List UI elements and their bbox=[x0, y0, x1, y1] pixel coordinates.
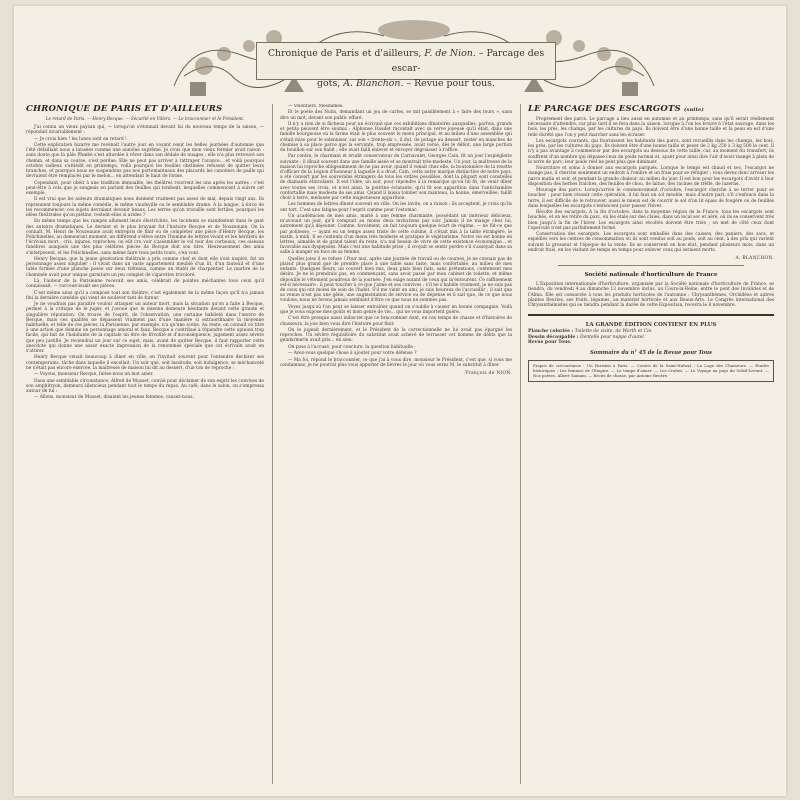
paragraph: Mouvage des parcs. Lorsqu'arrive le commencement d'octobre, l'escargot cherche à se terrer pour se boucher ; pour bien réussir cette opération, il lui faut un sol meuble, mais d'autre part, s'il s'enfonce dans la terre, il est difficile de le retrouver, aussi le mieux est de couvrir le sol d'un lit épais de fougère ou de feuilles dans lesquelles les escargots s'enfoncent pour passer l'hiver. bbox=[528, 188, 774, 209]
paragraph: — Volontiers, Mesdames. bbox=[288, 104, 344, 109]
issue-contents-banner bbox=[256, 42, 556, 89]
article-title bbox=[528, 104, 774, 115]
paragraph: Il n'y a rien de si fâcheux pour un écrivain que ces exhibitions dînatoires auxquelles, parfois, grands et petits peuvent être soumis ; Alphonse Daudet racontait avec sa verve joyeuse qu'il était, dans une famille bourgeoise où la farine était le plus souvent le menu principal, et au milieu d'une assemblée qui s'était mise pour le solenniser, sur son « trente-six », il dut, de potage au dessert, rester en manches de chemise à sa place parce que la servante, trop empressée, avait versé, dès le début, une large portion du bouillon sur son habit ; elle avait failli enlever et envoyer dégraisser à l'office. bbox=[280, 121, 512, 153]
paragraph: On pose à l'accusé, pour conclure, la question habituelle : bbox=[288, 344, 416, 350]
newspaper-page bbox=[14, 6, 786, 796]
paragraph: En même temps que les rampes allument leurs électricités, les incidents se manifestent dans le gant des auteurs dramatiques. Le dernier et le plus bruyant fut l'histoire Becque et de Nouzeaune. On la connaît. M. Henri de Nouzeaune avait entrepris de finir ou de compléter une pièce d'Henry Becque, les Polichinelles, au demeurant moment, un différend s'élève entre l'homme de lettres vivant et les héritiers de l'écrivain mort ; cris, injures, reproches, on eût cru voir s'assembler le vol noir des corbeaux, ces oiseaux funèbres auxquels une des plus célèbres pièces de Becque doit son titre. Heureusement des amis s'interposent, et les Polichinelles, sans même faire trois petits tours, s'en vont. bbox=[26, 219, 264, 256]
pattern-text: Dentelle pour nappe d'autel. bbox=[580, 334, 646, 340]
paragraph: J'ai connu un vieux paysan qui, — lorsqu'on s'étonnait devant lui du nouveau temps de la saison, — répondait invariablement : bbox=[26, 125, 264, 136]
pattern-label: Dessin découpable : bbox=[528, 334, 579, 340]
paragraph: C'est être presque aussi indiscret que ce bracconnier dont, en ces temps de chasse et d'histoires de chasseurs, la joie bien vous dire l'histoire pour finir. bbox=[280, 316, 512, 327]
paragraph: Je ne voudrais pas paraître vouloir attaquer un auteur mort, mais la situation qu'on a faite à Becque, permet à la critique de le juger, et j'avoue que le mienne demeure hésitante devant cette grande et singulière réputation. On trouve de l'esprit, de l'observation, une certaine habileté dans l'œuvre de Becque, mais ces qualités ne dépassent vraiment pas d'une manière si extraordinaire la moyenne habituelle, et telle de ces pièces, la Parisienne, par exemple, n'a qu'une scène. Au reste, on connaît ce titre à une action que domine un personnage amoral et faux. Becque a contribué à répandre cette opinion trop facile, qui fait de l'habitante de la capitale un être de frivolité et d'inconséquence, jugement assez sévère que peu justifié. Je reviendrai un jour sur ce sujet, mais, avant de quitter Becque, il faut rapporter cette anecdote qui donne une assez exacte impression de la renommée spéciale que cet écrivain avait en s'attirer. bbox=[26, 302, 264, 355]
paragraph: — Avez-vous quelque chose à ajouter pour votre défense ? bbox=[288, 351, 417, 357]
sommaire-title: Sommaire du n° 45 de la Revue pour Tous bbox=[590, 350, 712, 357]
paragraph: On le jugeait dernièrement, et le Président de la correctionnelle ne lui avait pas épargné les reproches. Un sévère réquisitoire du substitut avait achevé de terrasser cet homme de délits que la gendarmerie avait pris... en sien. bbox=[280, 328, 512, 344]
sommaire-text: Propos de circonstance : Un Parisien à Paris. — Contes de la Saint-Hubert : La Loge des Chasseurs. — Etudes historiques : Les femmes de l'Empire. — Le temps d'aimer. — Les Crabes. — Le Voyage au pays du Soleil-Levant. — Nos poètes. Albert Samain. — Récits de chasse, par Antoine Rivière. bbox=[533, 363, 769, 378]
article-body bbox=[26, 125, 264, 401]
header-text: – Revue pour tous. bbox=[406, 78, 495, 89]
paragraph: C'est même ainsi qu'il a composé tout son théâtre, c'est également de la même façon qu'il n'a jamais fini la dernière comédie qui vient de soulever tant de fureur. bbox=[26, 290, 264, 301]
article-subtitle: Le retard de Paris. — Henry Becque. — Sécurité en Villers. — Le bracconnier et le Président. bbox=[45, 116, 245, 121]
article-body bbox=[528, 117, 774, 253]
paragraph: Dans une semblable circonstance, Alfred de Musset, convié pour déclamer de son esprit les convives de son amphitryon, demeura silencieux pendant tout le temps du repas. Au café, dans le salon, on s'empressa autour de lui : bbox=[26, 378, 264, 394]
paragraph: Cette explication bizarre me revenait l'autre jour en voyant venir les belles journées d'automne que l'été défaillant nous a laissées comme une aumône suprême. Je crois que mon vieux fermier avait raison : sans doute que la pâle Phœbé s'est attardée à rêver dans son dédale de nuages ; elle n'a plus retrouvé son chemin, et dans sa course, s'est perdue. Elle ne peut pas arriver à rattraper l'avance... et voilà pourquoi octobre radieux s'attiédit en printemps, voilà pourquoi les feuilles obstinées refusent de quitter leurs branches, et pourquoi nous ne suspendons pas nos portemanteaux des placards les canotiers de paille qui devraient être remplacés par le melon... en attendant le haut de forme. bbox=[26, 142, 264, 180]
paragraph: Il est vrai que les auteurs dramatiques nous donnent vraiment pas assez de mal, depuis vingt ans. Ils reprennent toujours la même comédie, le même vaudeville ou le semblable drame. A la longue, à force de les recommencer, ces sujets devraient devenir beaux. Les terres qu'on travaille sont fertiles, pourquoi les idées théâtrales qu'on piétine, restent-elles si arides ? bbox=[26, 197, 264, 218]
paragraph: Henry Becque venait beaucoup à dîner en ville, on l'invitait souvent pour l'entendre déchirer ses contemporains, tâche dans laquelle il excellait. Un soir que, soit lassitude, soit indulgence, se méchanceté ne s'était pas encore exercée, la maîtresse de maison lui dit au dessert, d'un ton de reproche : bbox=[26, 355, 264, 371]
paragraph: Quelles joies il se refuse ! Pour moi, après une journée de travail ou de courses, je ne connais pas de plaisir plus grand que de prendre place à une table sans faste, mais confortable, au milieu de mes enfants. Quelques fleurs, un couvert bien mis, deux plats bien faits, sans prétentions, contentent mes désirs. Je ne le prendrais pas, en commençant, sans avoir passé par mon cabinet de toilette, et même dépouillé le vêtement poudreux de la journée. J'en exige autant de ceux qui m'entourent. Ce raffinement est-il nécessaire ; il peut toucher à ce que j'aime et ses convives ; s'il ne s'habille vraiment, je ne suis pas de ceux qui ont moins de soin de l'habit. S'il me vient un ami, je suis heureux de l'accueillir ; il sait que sa venue n'est pas une gêne, une augmentation de service ou de dépense et il sait que, de ce que nous voulons, nous ne ferons jamais semblant d'être ce que nous ne sommes pas. bbox=[280, 256, 512, 304]
column-rule bbox=[520, 104, 521, 784]
revue-line: Revue pour Tous. bbox=[528, 340, 572, 346]
paragraph: Cependant, pour obéir à une tradition immuable, les théâtres rouvrent les uns après les autres : c'est peut-être à cela que je songeais en parlant des feuilles qui tombent, lesquelles commencent à suivre cet exemple. bbox=[26, 180, 264, 196]
divider bbox=[558, 265, 744, 266]
middle-column bbox=[280, 104, 512, 772]
paragraph: Henry Becque, que la jeune génération théâtrale a pris comme chef et dont elle s'est inspiré, fut un personnage assez singulier : il vivait dans un vaste appartement meublé d'un lit, d'un fauteuil et d'une table formée d'une planche posée sur deux tréteaux, comme un établi de charpentier. Le marbre de la cheminée avait pour unique garniture un jeu complet de cigarettes tricoloré. bbox=[26, 257, 264, 278]
paragraph: Proprement des parcs. Le parcage a lieu aussi en automne et au printemps, sans qu'il serait réellement nécessaire d'attendre, car plus tard il se fera dans la saison, lorsque à l'on les trouve à l'état sauvage, dans les bois, les prés, les champs, par les cultures du pays. Ils doivent être d'une bonne taille et la peau en est d'une telle dureté que l'on y peut marcher sans les écraser. bbox=[528, 117, 774, 138]
edition-title: LA GRANDE ÉDITION CONTIENT EN PLUS bbox=[585, 322, 717, 329]
sommaire-box bbox=[528, 360, 774, 382]
header-author: F. de Nion. bbox=[424, 48, 476, 59]
paragraph: Conservation des escargots. Les escargots sont emballés dans des caisses, des paniers, des sacs, et expédiés vers les centres de consommation où ils sont vendus soit au poids, soit au cent, à des prix qui varient suivant la grosseur et l'époque de la vente. Ils se conservent en bon état, pendant plusieurs mois, dans un endroit frais, en les visitant de temps en temps pour enlever ceux qui seraient morts. bbox=[528, 232, 774, 253]
paragraph: Et le poète des Nuits, demandant un jeu de cartes, se mit paisiblement à « faire des tours », sans dire un mot, devant son public effaré. bbox=[280, 110, 512, 121]
article-title-text: LE PARCAGE DES ESCARGOTS bbox=[528, 104, 681, 114]
header-text: Chronique de Paris et d'ailleurs, bbox=[267, 48, 422, 59]
header-author: A. Blanchon. bbox=[343, 78, 404, 89]
paragraph: Récolte des escargots. A la fin d'octobre, dans la moyenne région de la France, tous les escargots sont bouchés, et on les retire du parc, on les étale sur des claies, dans un local sec et aéré, où ils se conservent très bien jusqu'à la fin de l'hiver. Les escargots ainsi récoltés doivent être triés ; on met de côté ceux dont l'opercule n'est pas parfaitement formé. bbox=[528, 210, 774, 231]
header-text: – Parcage des escar- bbox=[391, 48, 545, 74]
paragraph: Les escargots courants, qui fournissent les habitants des parcs, sont recueillis dans les champs, les bois, les prés, par les cultures du pays. Ils doivent être d'une bonne taille et peser de 2 kg 250 à 3 kg 500 le cent. Il n'y a pas avantage à commencer par des escargots au dessous de cette taille, car, au moment du transfert, ils souffrent d'un nombre qui dépasse ceux de poids normal et, ayant pour ainsi dire l'air d'avoir mangé à plein de la terre de parc, leur poids réel ne peut plus que diminuer. bbox=[528, 139, 774, 165]
paragraph: Voyez jusqu'où l'on peut se laisser entraîner quand on s'oublie à causer en bonne compagnie. Voilà que je vous expose mes goûts et mon genre de vie... qui ne vous importent guère. bbox=[280, 304, 512, 316]
paragraph: Nourriture et soins à donner aux escargots parqués. Lorsque le temps est chaud et sec, l'escargot ne mange pas, il cherche seulement un endroit à l'ombre et un frais pour se réfugier ; vous devez donc arroser les parcs matin et soir, et pendant la grande chaleur, au milieu du jour. Il est bon pour les escargots d'avoir à leur disposition des herbes fraîches, des feuilles de chou, de laitue, des racines de trèfle, de luzerne. bbox=[528, 166, 774, 187]
paragraph: Les hommes de lettres dînent souvent en ville. On les invite, on a raison ; ils acceptent, je crois qu'ils ont tort. C'est une fatigue pour l'esprit comme pour l'estomac. bbox=[280, 202, 512, 213]
column-rule bbox=[272, 104, 273, 784]
paragraph: — Je crois bien ! les lunes sont en retard ! bbox=[34, 136, 127, 142]
paragraph: Là, l'auteur de la Parisienne recevait ses amis, célébrait de pointes méchantes tous ceux qu'il connaissait, — raccourcissait ses pièces. bbox=[26, 279, 264, 290]
divider bbox=[528, 314, 774, 316]
author-signature: A. BLANCHON. bbox=[735, 256, 774, 262]
paragraph: — Allons, monsieur de Musset, disaient les jeunes femmes, causez-nous. bbox=[34, 395, 194, 401]
paragraph: — Voyons, monsieur Becque, faites-nous un mot amer. bbox=[34, 372, 154, 378]
article-title: CHRONIQUE DE PARIS ET D'AILLEURS bbox=[26, 104, 223, 114]
plate-label: Planche coloriée : bbox=[528, 329, 574, 335]
paragraph: — Ma foi, répond le bracconnier, ce que j'ai à vous dire, monsieur le Président, c'est que, si vous me condamnez, je ne pourrai plus vous apporter de lièvres le jour où vous serez M. le substitut à dîner. bbox=[280, 357, 512, 368]
plate-text: Toilette de visite, de Worth et Cie. bbox=[574, 329, 653, 335]
society-text: L'Exposition internationale d'horticulture, organisée par la Société nationale d'horticulture de France, se tiendra, du vendredi 4 au dimanche 13 novembre inclus, au Cours-la-Reine, entre le pont des Invalides et de l'Alma. Elle est consacrée à tous les produits horticoles de l'automne : Chrysanthèmes, Orchidées et autres plantes fleuries, ses fruits, légumes, au matériel horticole et aux Beaux-Arts. Le Congrès international des Chrysanthémistes qui se tiendra pendant la durée de cette Exposition, recevra le 8 novembre. bbox=[528, 282, 774, 309]
paragraph: Un académicien de mes amis, marié à une femme charmante, possédant un intérieur délicieux, m'avouait un jour, qu'il comptait au moins deux invitations par soir. Jamais il ne mange chez lui, autrement qu'à déjeuner. Comme, forcément, on fait toujours quelque écart de régime, — ne fût-ce que par politesse, — ayant eu un temps assez triste de cette cuisine, il s'était mis à la table étrangère, le matin, à midi. Il se contenta d'un menu très modeste et pratique le végétarisme. Notre vie est bonne en lettres, aimable et de grand talent du reste, n'a nul besoin de vivre de cette existence économique... et favorable aux dyspepsies. Mais c'est une habitude prise ; il croyait se sentir perdre s'il s'asseyait dans sa salle à manger en face de sa femme. bbox=[280, 214, 512, 256]
paragraph: Par contre, le charmant et érudit conservateur de Carnavalet, Georges Cain, fit un jour l'espiéglerie suivante : il dînait souvent dans une famille aisée et se montrait très-modeste. Un jour, la maîtresse de la maison lui reproche obligeamment de ne pas avoir, quand il venait chez elle, la boutonnière de la rosette d'officier de la Légion d'honneur à laquelle il a droit. Cain, cette autre marque distinctive de notre pays, a été convert par les souverains étrangers de tous les ordres possibles, dont la plupart sont constellés de diamants étincelants. Il eut l'idée, un soir, pour répondre à la remarque qu'on lui fit, de venir dîner avec toutes ses croix, et n'est ainsi, la poitrine éclatante, qu'il fit son apparition dans l'antichambre confortable mais modeste de ses amis. Quand il laissa tomber son manteau, la bonne, émerveillée, faillit choir à terre, médusée par cette majestueuse apparition. bbox=[280, 154, 512, 202]
right-column bbox=[528, 104, 774, 786]
header-text: gots, bbox=[317, 78, 341, 89]
article-title-suffix: (suite) bbox=[684, 107, 704, 113]
society-title: Société nationale d'horticulture de France bbox=[584, 272, 718, 279]
article-body bbox=[280, 104, 512, 368]
left-column bbox=[26, 104, 264, 774]
author-signature: François de NION. bbox=[465, 371, 512, 376]
